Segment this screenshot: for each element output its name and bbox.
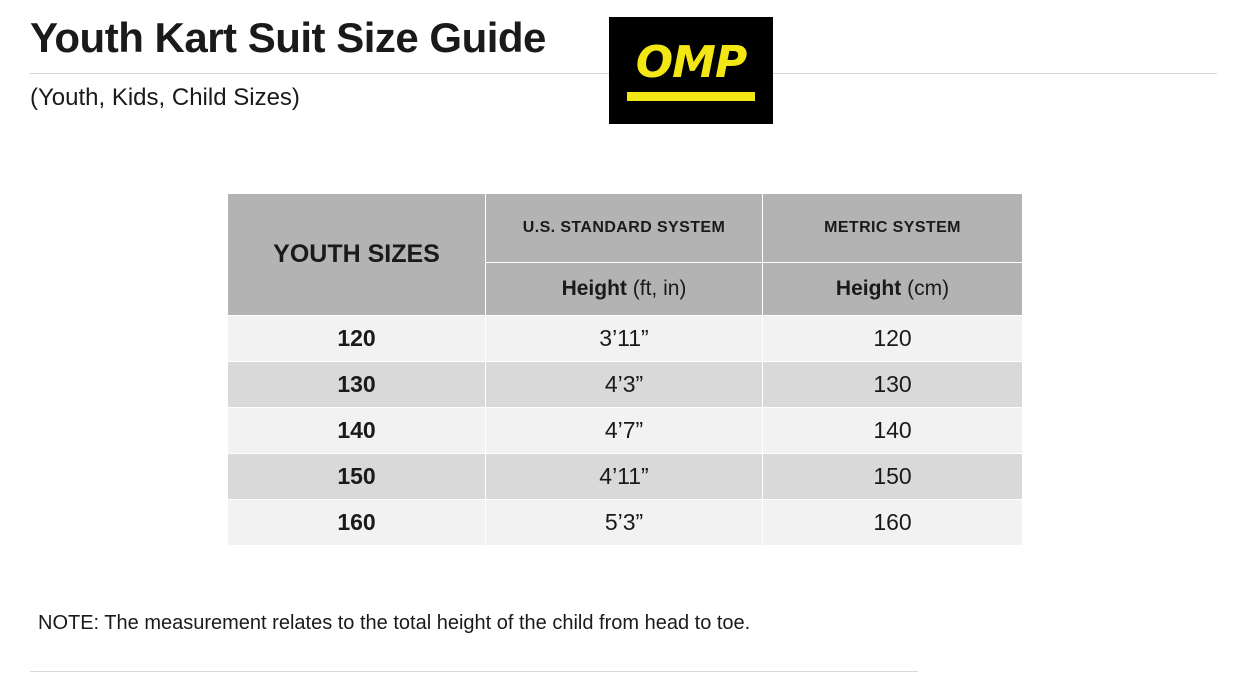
page-title: Youth Kart Suit Size Guide bbox=[30, 14, 546, 61]
cell-metric-height: 120 bbox=[763, 316, 1023, 362]
omp-logo-text: OMP bbox=[635, 36, 747, 88]
cell-us-height: 4’3” bbox=[486, 362, 763, 408]
table-row bbox=[228, 454, 1023, 500]
table-row bbox=[228, 362, 1023, 408]
measurement-note: NOTE: The measurement relates to the total height of the child from head to toe. bbox=[38, 612, 751, 634]
size-guide-table bbox=[227, 193, 1023, 546]
cell-us-height: 4’7” bbox=[486, 408, 763, 454]
table-row bbox=[228, 316, 1023, 362]
page-subtitle: (Youth, Kids, Child Sizes) bbox=[30, 84, 300, 111]
omp-logo-inner bbox=[625, 36, 757, 101]
footer-divider bbox=[30, 671, 918, 672]
header-metric-system: METRIC SYSTEM bbox=[763, 194, 1023, 263]
cell-metric-height: 150 bbox=[763, 454, 1023, 500]
header-height-us bbox=[486, 263, 763, 316]
cell-size: 140 bbox=[228, 408, 486, 454]
cell-us-height: 4’11” bbox=[486, 454, 763, 500]
cell-metric-height: 160 bbox=[763, 500, 1023, 546]
table-row bbox=[228, 408, 1023, 454]
cell-size: 160 bbox=[228, 500, 486, 546]
table-header-row-system bbox=[228, 194, 1023, 263]
header-youth-sizes: YOUTH SIZES bbox=[228, 194, 486, 316]
cell-size: 120 bbox=[228, 316, 486, 362]
header-height-us-label: Height bbox=[561, 277, 627, 300]
cell-size: 150 bbox=[228, 454, 486, 500]
omp-logo-bar bbox=[627, 92, 755, 101]
cell-metric-height: 140 bbox=[763, 408, 1023, 454]
cell-us-height: 3’11” bbox=[486, 316, 763, 362]
header-height-metric-label: Height bbox=[835, 277, 902, 300]
table-row bbox=[228, 500, 1023, 546]
header-height-us-unit: (ft, in) bbox=[626, 277, 687, 300]
header-us-system: U.S. STANDARD SYSTEM bbox=[486, 194, 763, 263]
cell-metric-height: 130 bbox=[763, 362, 1023, 408]
header-height-metric-unit: (cm) bbox=[901, 277, 950, 300]
cell-us-height: 5’3” bbox=[486, 500, 763, 546]
cell-size: 130 bbox=[228, 362, 486, 408]
omp-logo bbox=[609, 17, 773, 124]
header-height-metric bbox=[763, 263, 1023, 316]
